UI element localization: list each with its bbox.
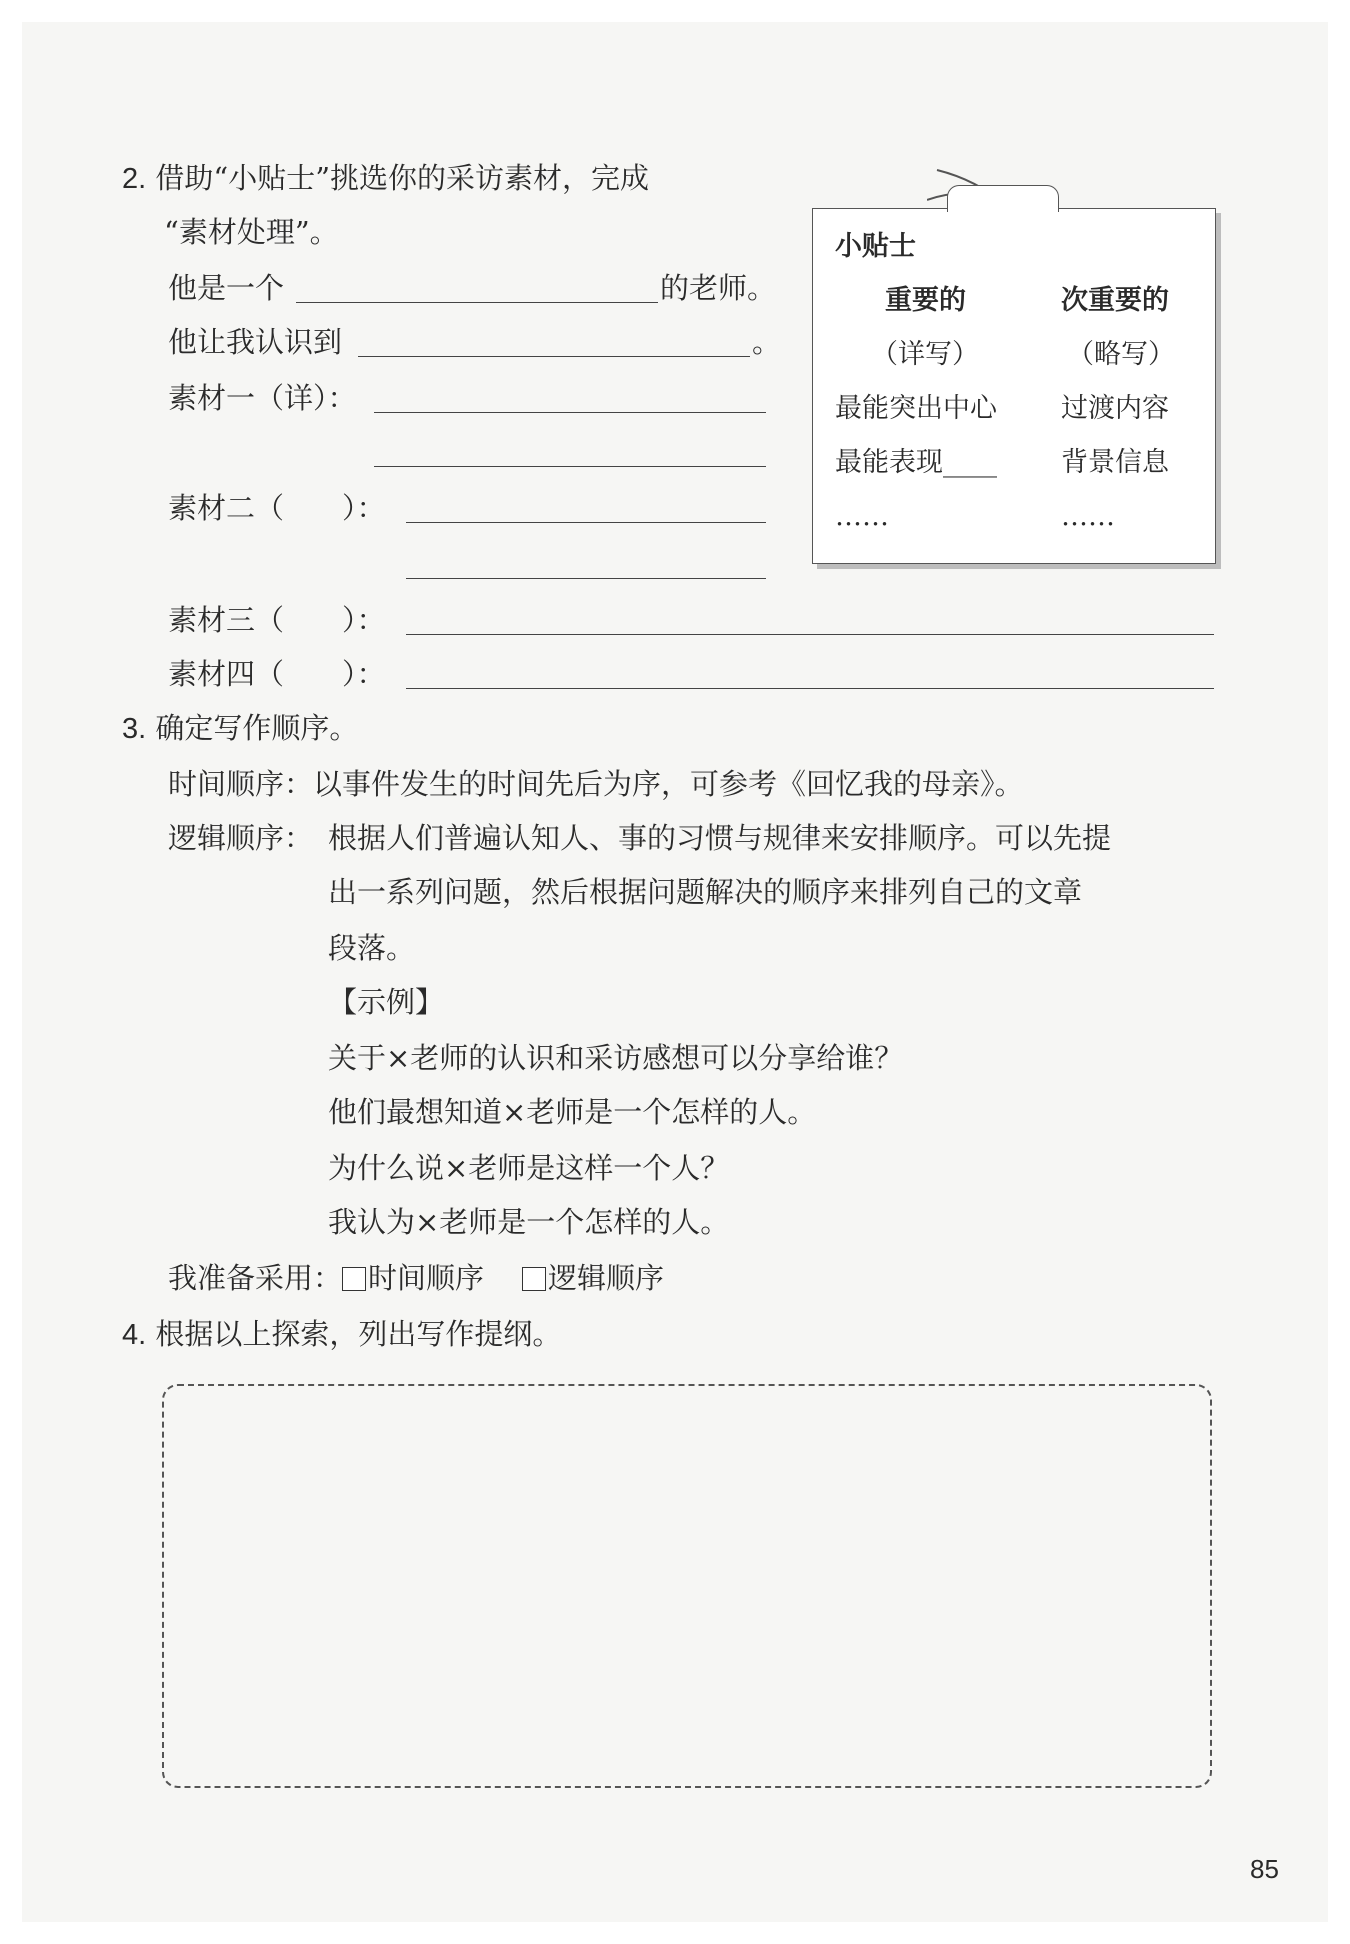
example-line-2: 他们最想知道×老师是一个怎样的人。 <box>328 1095 817 1129</box>
tips-col2-item1: 过渡内容 <box>1061 393 1169 424</box>
tips-card <box>812 208 1216 564</box>
page-number: 85 <box>1250 1854 1279 1884</box>
tips-col1-item2: 最能表现____ <box>835 447 997 478</box>
tips-col1-item1: 最能突出中心 <box>835 393 997 424</box>
tips-title: 小贴士 <box>835 231 916 262</box>
item4-heading <box>122 1314 561 1355</box>
tips-card-tab <box>947 185 1059 212</box>
item4-number: 4. <box>122 1319 147 1351</box>
material2-blank-2[interactable] <box>406 578 766 579</box>
realize-prefix: 他让我认识到 <box>168 325 343 359</box>
material2-label: 素材二（ ）： <box>168 491 386 525</box>
option-logic-label: 逻辑顺序 <box>548 1261 665 1295</box>
logic-order-line3: 段落。 <box>328 931 416 965</box>
tips-col1-sub: （详写） <box>871 339 979 370</box>
workbook-page <box>22 22 1328 1922</box>
tips-col1-head: 重要的 <box>885 285 966 316</box>
material3-label: 素材三（ ）： <box>168 603 386 637</box>
material2-blank-1[interactable] <box>406 522 766 523</box>
material1-blank-2[interactable] <box>374 466 766 467</box>
item2-number: 2. <box>122 163 147 195</box>
tips-col2-head: 次重要的 <box>1061 285 1169 316</box>
material3-blank[interactable] <box>406 634 1214 635</box>
example-label: 【示例】 <box>328 985 445 1019</box>
adopt-row <box>168 1258 664 1298</box>
item4-title: 根据以上探索，列出写作提纲。 <box>155 1317 562 1351</box>
he-is-suffix: 的老师。 <box>660 271 777 305</box>
he-is-blank[interactable] <box>296 302 658 303</box>
time-order-text: 时间顺序：以事件发生的时间先后为序，可参考《回忆我的母亲》。 <box>168 767 1024 801</box>
adopt-label: 我准备采用： <box>168 1261 343 1295</box>
item3-title: 确定写作顺序。 <box>155 711 359 745</box>
outline-writing-box[interactable] <box>162 1384 1212 1788</box>
example-line-1: 关于×老师的认识和采访感想可以分享给谁？ <box>328 1041 904 1075</box>
material4-blank[interactable] <box>406 688 1214 689</box>
tips-col2-item2: 背景信息 <box>1061 447 1169 478</box>
item2-title-line1: 借助“小贴士”挑选你的采访素材，完成 <box>155 161 650 195</box>
item2-heading <box>122 158 649 199</box>
logic-order-label: 逻辑顺序： <box>168 821 314 855</box>
realize-suffix: 。 <box>752 325 782 359</box>
logic-order-checkbox[interactable] <box>522 1267 546 1291</box>
logic-order-line2: 出一系列问题，然后根据问题解决的顺序来排列自己的文章 <box>328 875 1083 909</box>
item3-heading <box>122 708 358 749</box>
tips-col2-item3: …… <box>1061 501 1115 532</box>
logic-order-line1: 根据人们普遍认知人、事的习惯与规律来安排顺序。可以先提 <box>328 821 1112 855</box>
tips-col2-sub: （略写） <box>1067 339 1175 370</box>
material1-label: 素材一（详）： <box>168 381 357 415</box>
item2-title-line2: “素材处理”。 <box>164 215 339 249</box>
material1-blank-1[interactable] <box>374 412 766 413</box>
option-time-label: 时间顺序 <box>368 1261 485 1295</box>
item3-number: 3. <box>122 713 147 745</box>
he-is-prefix: 他是一个 <box>168 271 285 305</box>
realize-blank[interactable] <box>358 356 750 357</box>
material4-label: 素材四（ ）： <box>168 657 386 691</box>
example-line-3: 为什么说×老师是这样一个人？ <box>328 1151 730 1185</box>
tips-col1-item3: …… <box>835 501 889 532</box>
time-order-checkbox[interactable] <box>342 1267 366 1291</box>
example-line-4: 我认为×老师是一个怎样的人。 <box>328 1205 730 1239</box>
